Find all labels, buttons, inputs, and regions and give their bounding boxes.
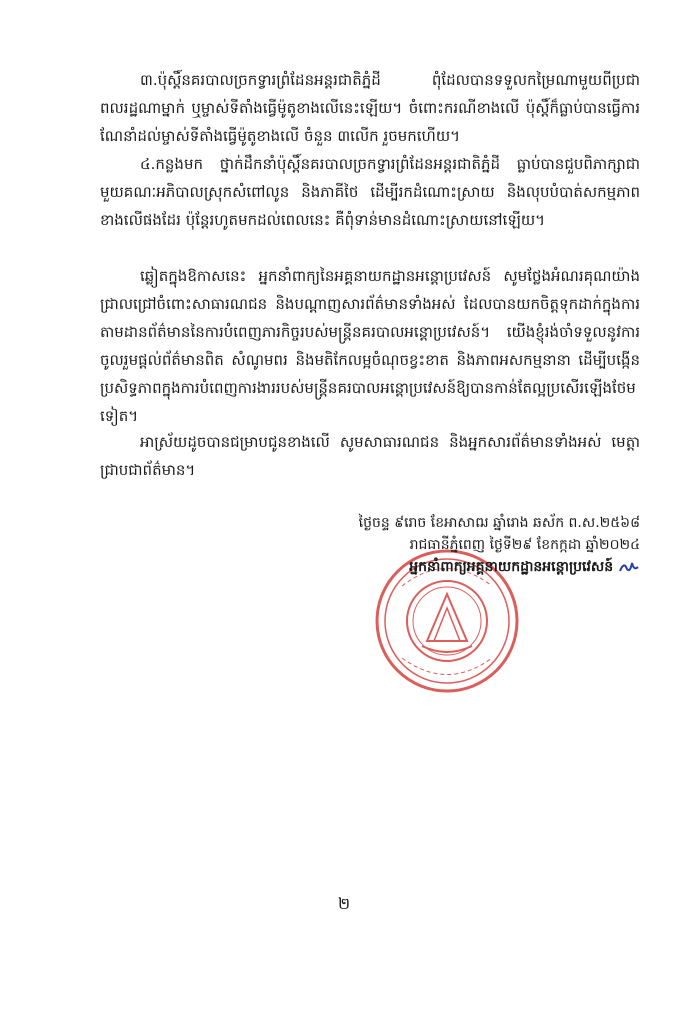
paragraph-point-4: ៤.កន្លងមក ថ្នាក់ដឹកនាំប៉ុស្តិ៍នគរបាលច្រកទ្វារព្រំដែនអន្តរជាតិភ្នំដី ធ្លាប់បានជួបពិភាក្សាជាមួយគណៈអភិបាលស្រុកសំពៅលូន និងភាគីថៃ ដើម្បីរកដំណោះស្រាយ និងលុបបំបាត់សកម្មភាពខាងលើផងដែរ ប៉ុន្តែរហូតមកដល់ពេលនេះ គឺពុំទាន់មានដំណោះស្រាយនៅឡើយ។ (100, 155, 640, 229)
signer-title-text: អ្នកនាំពាក្យអគ្គនាយកដ្ឋានអន្តោប្រវេសន៍ (409, 559, 614, 575)
paragraph-closing: អាស្រ័យដូចបានជម្រាបជូនខាងលើ សូមសាធារណជន និងអ្នកសារព័ត៌មានទាំងអស់ មេត្តាជ្រាបជាព័ត៌មាន។ (100, 433, 640, 479)
date-lunar: ថ្ងៃចន្ទ ៩រោច ខែអាសាឍ ឆ្នាំរោង ឆស័ក ព.ស.២៥៦៨ (358, 515, 640, 531)
paragraph-thanks: ឆ្លៀតក្នុងឱកាសនេះ អ្នកនាំពាក្យនៃអគ្គនាយកដ្ឋានអន្តោប្រវេសន៍ សូមថ្លែងអំណរគុណយ៉ាងជ្រាលជ្រៅចំពោះសាធារណជន និងបណ្តាញសារព័ត៌មានទាំងអស់ ដែលបានយកចិត្តទុកដាក់ក្នុងការតាមដានព័ត៌មាននៃការបំពេញភារកិច្ចរបស់មន្ត្រីនគរបាលអន្តោប្រវេសន៍។ យើងខ្ញុំរង់ចាំទទួលនូវការចូលរួមផ្តល់ព័ត៌មានពិត សំណូមពរ និងមតិកែលម្អចំណុចខ្វះខាត និងភាពអសកម្មនានា ដើម្បីបង្កើនប្រសិទ្ធភាពក្នុងការបំពេញការងាររបស់មន្ត្រីនគរបាលអន្តោប្រវេសន៍ឱ្យបានកាន់តែល្អប្រសើរឡើងថែមទៀត។ (100, 267, 640, 425)
page-number: ២ (337, 894, 351, 913)
signature-mark-icon (618, 559, 640, 575)
paragraph-point-3: ៣.ប៉ុស្តិ៍នគរបាលច្រកទ្វារព្រំដែនអន្តរជាតិភ្នំដី ពុំដែលបានទទួលកម្រៃណាមួយពីប្រជាពលរដ្ឋណាម្នាក់ ឬម្ចាស់ទីតាំងធ្វើម៉ូតូខាងលើនេះឡើយ។ ចំពោះករណីខាងលើ ប៉ុស្តិ៍ក៏ធ្លាប់បានធ្វើការណែនាំដល់ម្ចាស់ទីតាំងធ្វើម៉ូតូខាងលើ ចំនួន ៣លើក រួចមកហើយ។ (100, 71, 640, 145)
signer-title (409, 556, 640, 578)
date-solar: រាជធានីភ្នំពេញ ថ្ងៃទី២៩ ខែកក្កដា ឆ្នាំ២០២៤ (409, 537, 640, 553)
